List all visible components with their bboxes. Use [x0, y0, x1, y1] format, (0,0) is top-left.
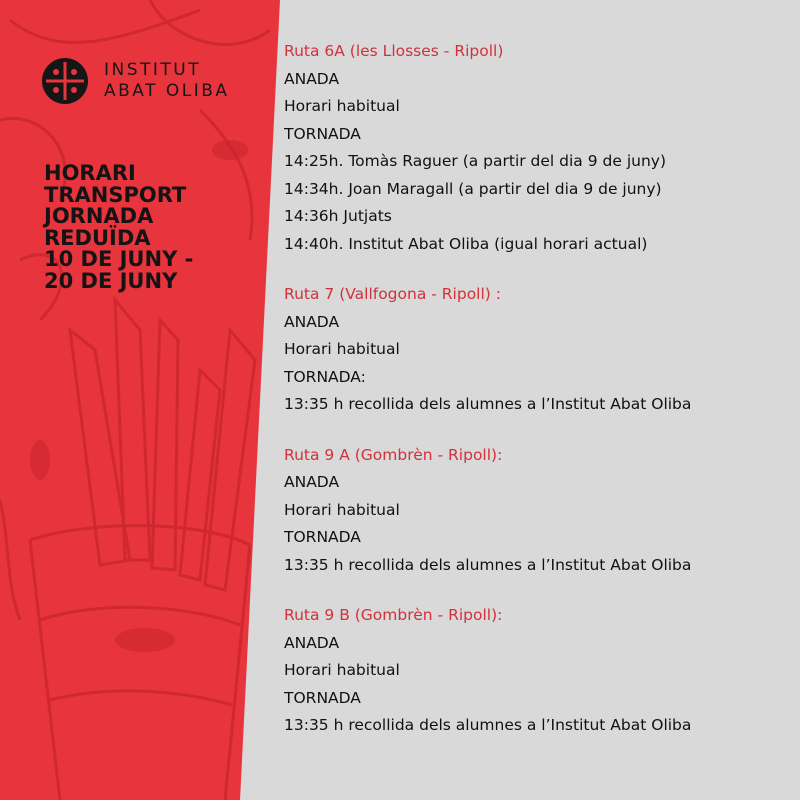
red-side-panel: [0, 0, 280, 800]
route-line: ANADA: [284, 633, 340, 652]
route-block-9b: [284, 602, 794, 740]
route-line: Horari habitual: [284, 500, 400, 519]
route-line: TORNADA:: [284, 367, 366, 386]
title-line: 10 DE JUNY -: [44, 247, 194, 271]
route-line: 14:36h Jutjats: [284, 207, 392, 225]
route-block-9a: [284, 442, 794, 580]
pencil-cup-illustration: [0, 0, 280, 800]
route-title: Ruta 9 A (Gombrèn - Ripoll):: [284, 445, 503, 464]
route-line: 13:35 h recollida dels alumnes a l’Institut Abat Oliba: [284, 555, 692, 574]
title-line: REDUÏDA: [44, 225, 151, 250]
page-title: [44, 163, 264, 292]
school-name: [104, 60, 230, 102]
route-title: Ruta 7 (Vallfogona - Ripoll) :: [284, 285, 501, 303]
route-line: 14:25h. Tomàs Raguer (a partir del dia 9 de juny): [284, 152, 666, 170]
school-logo: [42, 58, 230, 104]
route-title: Ruta 6A (les Llosses - Ripoll): [284, 42, 504, 60]
schedule-content: [284, 38, 794, 763]
route-line: ANADA: [284, 473, 340, 491]
route-line: Horari habitual: [284, 97, 400, 115]
route-block-7: [284, 281, 794, 419]
title-line: 20 DE JUNY: [44, 268, 178, 293]
route-line: 13:35 h recollida dels alumnes a l’Institut Abat Oliba: [284, 395, 692, 413]
route-line: 14:40h. Institut Abat Oliba (igual horari actual): [284, 234, 648, 253]
school-name-line1: INSTITUT: [104, 60, 202, 80]
route-line: Horari habitual: [284, 661, 400, 679]
route-line: 14:34h. Joan Maragall (a partir del dia 9 de juny): [284, 179, 662, 198]
title-line: HORARI: [44, 161, 136, 185]
school-name-line2: ABAT OLIBA: [104, 81, 230, 101]
route-line: ANADA: [284, 312, 340, 331]
route-line: 13:35 h recollida dels alumnes a l’Institut Abat Oliba: [284, 716, 692, 734]
title-line: JORNADA: [44, 204, 154, 228]
route-block-6a: [284, 38, 794, 258]
route-line: TORNADA: [284, 688, 361, 707]
cross-circle-icon: [42, 58, 88, 104]
title-line: TRANSPORT: [44, 182, 187, 207]
route-line: TORNADA: [284, 124, 361, 143]
route-line: Horari habitual: [284, 340, 400, 358]
route-line: TORNADA: [284, 528, 361, 546]
route-line: ANADA: [284, 69, 340, 88]
route-title: Ruta 9 B (Gombrèn - Ripoll):: [284, 606, 503, 624]
